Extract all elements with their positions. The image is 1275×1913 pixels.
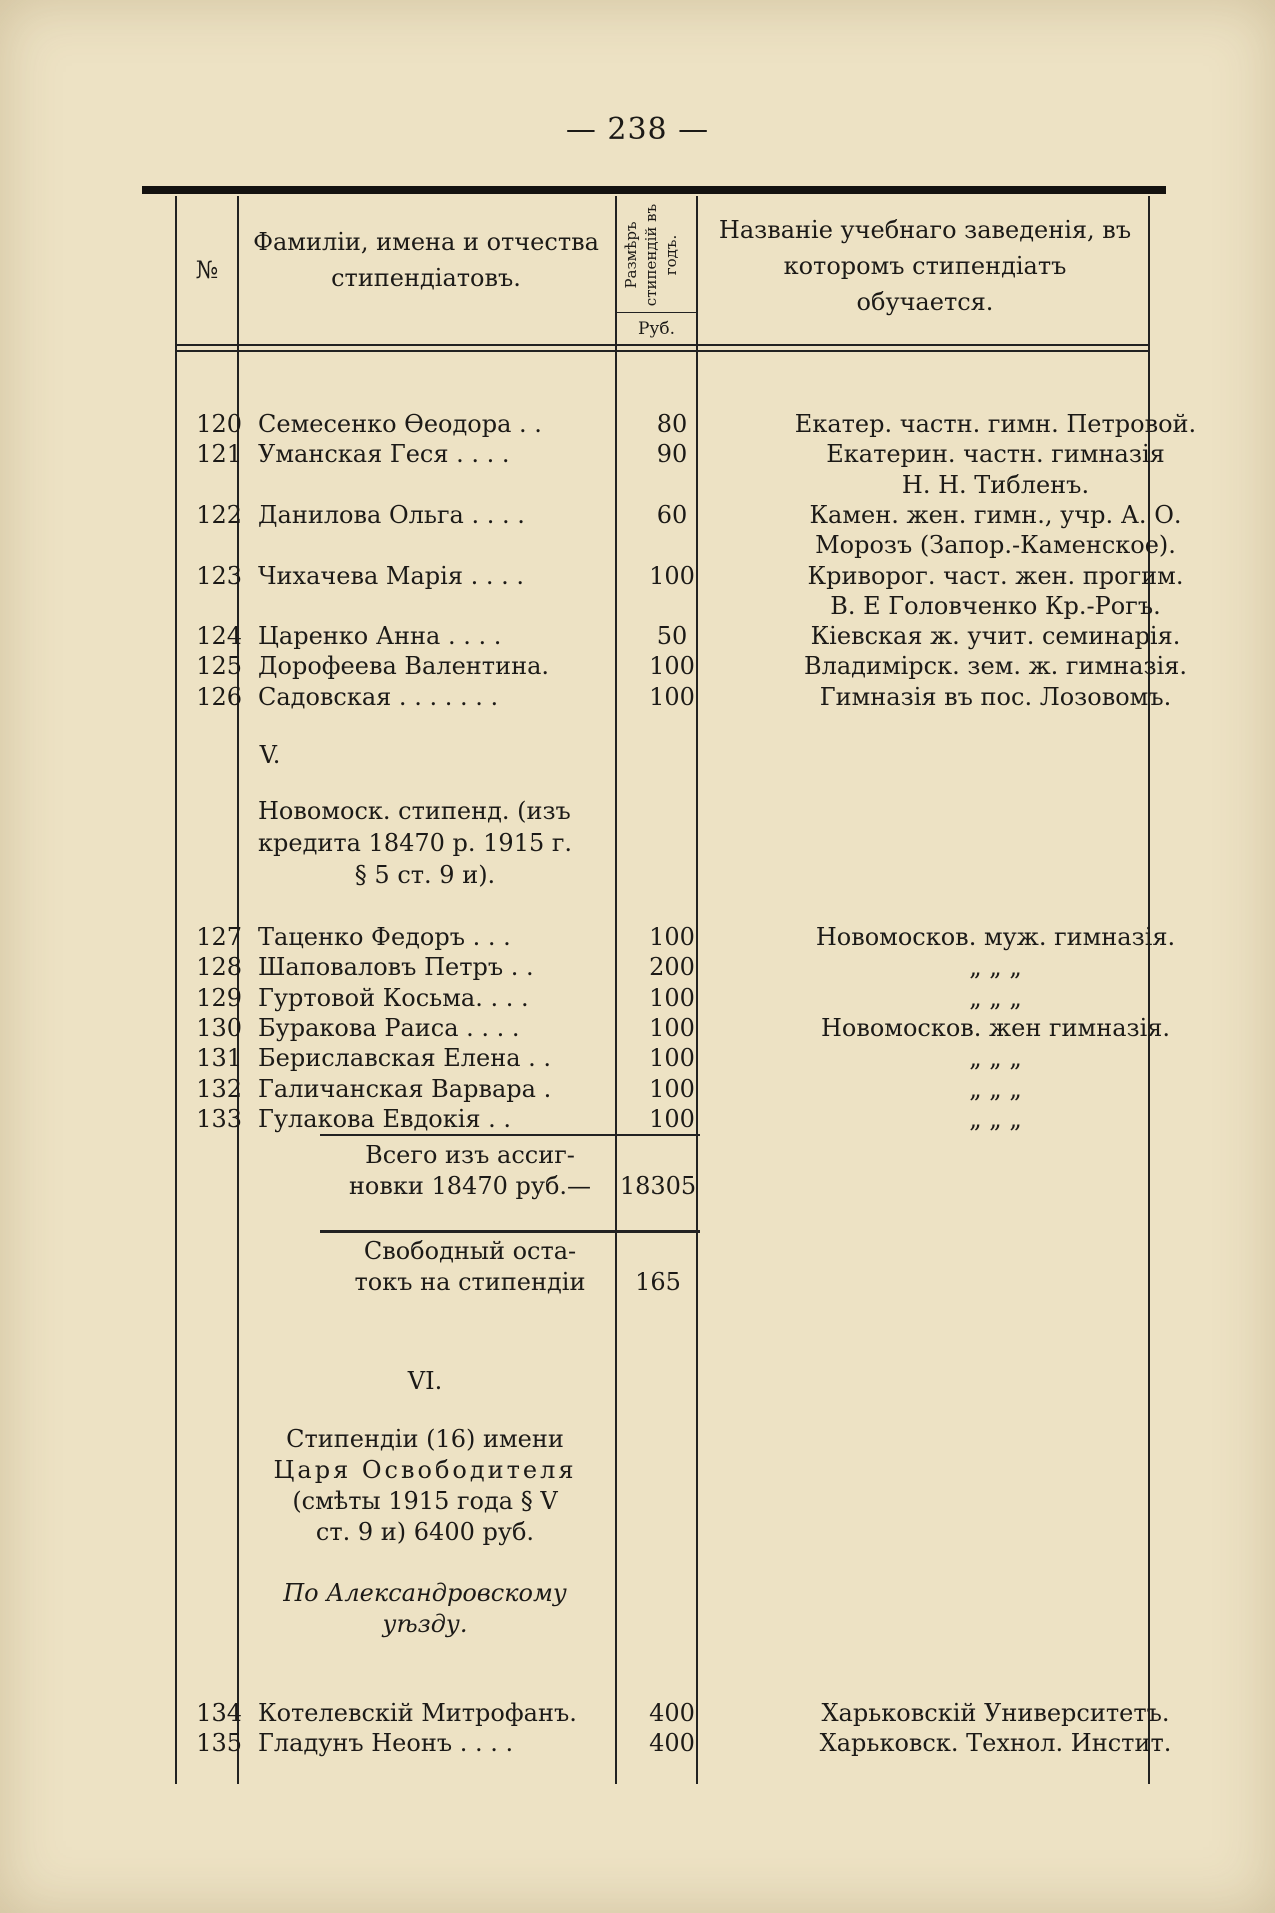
section-v-heading: V. [259, 741, 281, 769]
table-row [142, 500, 1182, 530]
row-name: Гуртовой Косьма. . . . [258, 983, 529, 1012]
table-row [142, 1043, 1166, 1073]
total-amount: 18305 [619, 1172, 697, 1200]
row-number: 131 [196, 1044, 242, 1073]
row-institution: Харьковскій Университетъ. [821, 1699, 1170, 1727]
row-amount: 100 [649, 1104, 695, 1133]
row-number: 135 [196, 1729, 242, 1758]
row-amount: 100 [649, 923, 695, 951]
row-name: Гулакова Евдокія . . [258, 1104, 512, 1133]
row-amount: 90 [656, 440, 688, 469]
table-row [142, 1013, 1171, 1043]
section-v-line2: кредита 18470 р. 1915 г. [258, 829, 573, 857]
row-institution: Н. Н. Тибленъ. [901, 470, 1090, 499]
total-rule [320, 1134, 700, 1136]
row-institution: Новомосков. муж. гимназія. [815, 923, 1176, 951]
row-institution: Морозъ (Запор.-Каменское). [815, 531, 1176, 560]
total-line2: новки 18470 руб.— [348, 1172, 592, 1200]
row-number: 125 [196, 652, 242, 681]
table-row [142, 682, 1172, 712]
row-institution: Владимірск. зем. ж. гимназія. [803, 652, 1187, 681]
row-number: 122 [196, 500, 242, 529]
row-name: Шаповаловъ Петръ . . [258, 953, 534, 982]
table-row [142, 952, 1166, 982]
table-row [142, 1104, 1166, 1134]
row-name: Буракова Раиса . . . . [258, 1013, 520, 1042]
row-amount: 60 [656, 500, 688, 529]
row-number: 129 [196, 983, 242, 1012]
table-row [142, 1698, 1170, 1728]
table-row [142, 1728, 1172, 1758]
header-num: № [195, 256, 219, 284]
table-row [142, 561, 1184, 591]
row-institution: „ „ „ [969, 1104, 1022, 1133]
row-number: 130 [196, 1013, 242, 1042]
row-number: 127 [196, 923, 242, 951]
row-institution: Харьковск. Технол. Инстит. [819, 1729, 1172, 1758]
row-amount: 200 [649, 953, 695, 982]
row-name: Семесенко Өеодора . . [258, 410, 542, 438]
row-institution: Кривоpог. част. жен. прогим. [807, 561, 1184, 590]
header-amount: Размѣръ стипендій въ годъ. [622, 203, 680, 307]
row-number: 132 [196, 1074, 242, 1103]
row-amount: 100 [649, 1044, 695, 1073]
row-name: Бериславская Елена . . [258, 1044, 552, 1073]
section-vi-line2: Царя Освободителя [273, 1456, 577, 1484]
row-number: 123 [196, 561, 242, 590]
total-line1: Всего изъ ассиг- [365, 1141, 575, 1169]
section-v-line3: § 5 ст. 9 и). [354, 861, 496, 889]
section-vi-subheading2: уѣзду. [382, 1610, 468, 1638]
row-institution: Камен. жен. гимн., учр. А. О. [809, 500, 1182, 529]
row-institution: Новомосков. жен гимназія. [820, 1013, 1171, 1042]
row-number: 124 [196, 622, 242, 651]
table-row [142, 470, 1166, 500]
table-row [142, 409, 1197, 439]
remainder-rule [320, 1230, 700, 1233]
row-amount: 100 [649, 652, 695, 681]
row-amount: 400 [649, 1699, 695, 1727]
section-v-line1: Новомоск. стипенд. (изъ [258, 797, 571, 825]
remainder-line1: Свободный оста- [363, 1237, 577, 1265]
table-row [142, 651, 1187, 681]
row-name: Дорофеева Валентина. [258, 652, 550, 681]
header-institution: Названіе учебнаго заведенія, въ которомъ стипендіатъ обучается. [718, 216, 1132, 316]
section-vi-line1: Стипендіи (16) имени [286, 1425, 564, 1453]
row-institution: „ „ „ [969, 1044, 1022, 1073]
row-number: 128 [196, 953, 242, 982]
header-amount-unit: Руб. [637, 319, 676, 339]
table-row [142, 922, 1176, 952]
table-row [142, 591, 1166, 621]
row-number: 121 [196, 440, 242, 469]
section-vi-subheading1: По Александровскому [283, 1579, 567, 1607]
row-number: 133 [196, 1104, 242, 1133]
row-name: Царенко Анна . . . . [258, 622, 502, 651]
row-institution: Екатер. частн. гимн. Петровой. [794, 410, 1197, 438]
header-rule-1 [175, 344, 1150, 346]
row-name: Чихачева Марія . . . . [258, 561, 525, 590]
row-amount: 80 [656, 410, 688, 438]
table-row [142, 530, 1176, 560]
header-rule-2 [175, 350, 1150, 352]
row-amount: 100 [649, 1013, 695, 1042]
remainder-amount: 165 [635, 1268, 681, 1296]
row-name: Садовская . . . . . . . [258, 682, 499, 711]
section-vi-line3: (смѣты 1915 года § V [292, 1487, 558, 1515]
page-number: — 238 — [565, 112, 710, 147]
header-name: Фамиліи, имена и отчества стипендіатовъ. [253, 228, 599, 292]
row-institution: „ „ „ [969, 1074, 1022, 1103]
row-amount: 100 [649, 561, 695, 590]
remainder-line2: токъ на стипендіи [354, 1268, 586, 1296]
row-institution: „ „ „ [969, 983, 1022, 1012]
row-amount: 100 [649, 1074, 695, 1103]
row-amount: 400 [649, 1729, 695, 1758]
row-institution: „ „ „ [969, 953, 1022, 982]
row-number: 134 [196, 1699, 242, 1727]
row-name: Котелевскій Митрофанъ. [258, 1699, 577, 1727]
table-row [142, 983, 1166, 1013]
row-number: 126 [196, 682, 242, 711]
row-institution: Кіевская ж. учит. семинарія. [810, 622, 1181, 651]
row-name: Гладунъ Неонъ . . . . [258, 1729, 514, 1758]
table-row [142, 439, 1166, 469]
section-vi-heading: VI. [407, 1367, 443, 1395]
row-name: Уманская Геся . . . . [258, 440, 510, 469]
row-amount: 50 [656, 622, 688, 651]
row-amount: 100 [649, 983, 695, 1012]
row-amount: 100 [649, 682, 695, 711]
row-number: 120 [196, 410, 242, 438]
section-vi-line4: ст. 9 и) 6400 руб. [315, 1518, 535, 1546]
row-name: Таценко Федоръ . . . [258, 923, 511, 951]
table-row [142, 621, 1181, 651]
table-top-rule [142, 186, 1166, 194]
row-institution: Екатерин. частн. гимназія [826, 440, 1165, 469]
row-name: Галичанская Варвара . [258, 1074, 552, 1103]
row-institution: Гимназія въ пос. Лозовомъ. [819, 682, 1172, 711]
row-name: Данилова Ольга . . . . [258, 500, 525, 529]
row-institution: В. Е Головченко Кр.-Рогъ. [830, 591, 1161, 620]
table-row [142, 1074, 1166, 1104]
